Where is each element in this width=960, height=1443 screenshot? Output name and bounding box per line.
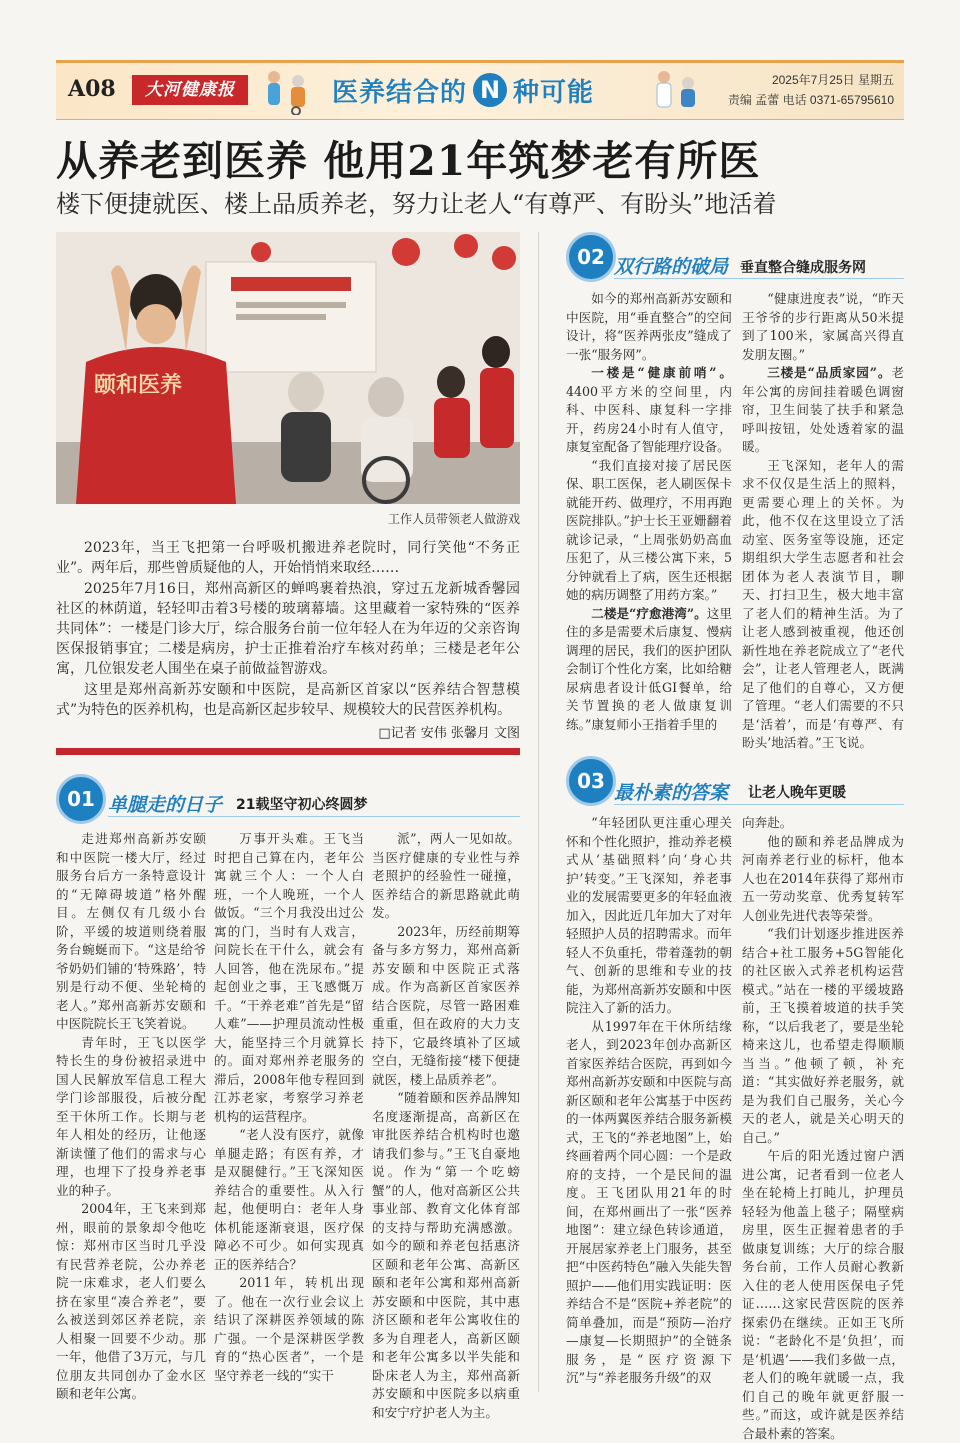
sec1-column-2 [214,830,364,1385]
paragraph: “随着颐和医养品牌知名度逐渐提高，高新区在审批医养结合机构时也邀请我们参与。”王飞自豪地说。作为“第一个吃螃蟹”的人，他对高新区公共事业部、教育文化体育部的支持与帮助充满感激。如今的颐和养老包括惠济区颐和老年公寓、高新区颐和老年公寓和郑州高新苏安颐和中医院，其中惠济区颐和老年公寓收住的多为自理老人，高新区颐和老年公寓多以半失能和卧床老人为主，郑州高新苏安颐和中医院多以病重和安宁疗护老人为主。 [372,1090,520,1420]
paragraph: 走进郑州高新苏安颐和中医院一楼大厅，经过服务台后方一条特意设计的“无障碍坡道”格外醒目。左侧仅有几级小台阶，平缓的坡道则绕着服务台蜿蜒而下。“这是给爷爷奶奶们铺的‘特殊路’，特别是行动不便、坐轮椅的老人。”郑州高新苏安颐和中医院院长王飞笑着说。 [56,831,206,1031]
editor-contact: 责编 孟蕾 电话 0371-65795610 [727,93,894,107]
paragraph: 2004年，王飞来到郑州，眼前的景象却令他吃惊：郑州市区当时几乎没有民营养老院，公办养老院一床难求，老人们要么挤在家里“凑合养老”，要么被送到郊区养老院，亲人相聚一回要不少动。那一年，他借了3万元，与几位朋友共同创办了金水区颐和老年公寓。 [56,1201,206,1401]
sec2-column-2 [742,290,904,753]
body-text: “健康进度表”说，“昨天王爷爷的步行距离从50米提到了100米，家属高兴得直发朋友圈。” [742,291,904,362]
paragraph: “我们计划逐步推进医养结合+社工服务+5G智能化的社区嵌入式养老机构运营模式。”站在一楼的平缓坡路前，王飞摸着坡道的扶手笑称，“以后我老了，要是坐轮椅来这儿，也希望走得顺顺当当。”他顿了顿，补充道：“其实做好养老服务，就是为我们自己服务，关心今天的老人，就是关心明天的自己。” [742,926,904,1145]
photo-caption: 工作人员带领老人做游戏 [387,512,520,526]
section-number-03: 03 [566,756,616,806]
paragraph: 向奔赴。 [742,815,793,830]
section-subtitle-02: 垂直整合缝成服务网 [740,260,866,276]
paragraph: 从1997年在干休所结缘老人，到2023年创办高新区首家医养结合医院，再到如今郑州高新苏安颐和中医院与高新区颐和老年公寓基于中医药的一体两翼医养结合服务新模式，王飞的“养老地图”上，始终画着两个同心圆：一个是政府的支持，一个是民间的温度。王飞团队用21年的时间，在郑州画出了一张“医养地图”：建立绿色转诊通道，开展居家养老上门服务，甚至把“中医药特色”融入失能失智照护——他们用实践证明：医养结合不是“医院+养老院”的简单叠加，而是“预防—治疗—康复—长期照护”的全链条服务，是“医疗资源下沉”与“养老服务升级”的双 [566,1018,732,1385]
column-title-b: 种可能 [513,77,595,108]
column-divider [538,232,539,1392]
caregiver-illustration [256,67,318,115]
body-text: “我们直接对接了居民医保、职工医保，老人刷医保卡就能开药、做理疗，不用再跑医院排队。”护士长王亚姗翻着就诊记录，“上周张奶奶高血压犯了，从三楼公寓下来，5分钟就看上了病，医生还根据她的病历调整了用药方案。” [566,457,732,602]
paragraph [566,364,732,457]
section-underline [614,804,904,805]
paragraph: 派”，两人一见如故。当医疗健康的专业性与养老照护的经验性一碰撞，医养结合的新思路就此萌发。 [372,831,520,920]
paragraph: 青年时，王飞以医学特长生的身份被招录进中国人民解放军信息工程大学门诊部服役，后被分配至干休所工作。长期与老年人相处的经历，让他逐渐读懂了他们的需求与心理，也埋下了投身养老事业的种子。 [56,1034,206,1198]
subheadline: 楼下便捷就医、楼上品质养老，努力让老人“有尊严、有盼头”地活着 [56,190,777,218]
page-banner [56,60,904,120]
section-number-01: 01 [56,774,106,824]
page-number: A08 [68,76,116,102]
intro-paragraph: 2023年，当王飞把第一台呼吸机搬进养老院时，同行笑他“不务正业”。两年后，那些曾质疑他的人，开始悄悄来取经…… [56,540,520,576]
section-title-02: 双行路的破局 [614,256,729,278]
paragraph [742,364,904,457]
paragraph: 午后的阳光透过窗户洒进公寓，记者看到一位老人坐在轮椅上打盹儿，护理员轻轻为他盖上毯子；隔壁病房里，医生正握着患者的手做康复训练；大厅的综合服务台前，工作人员耐心教新入住的老人使用医保电子凭证……这家民营医院的医养探索仍在继续。正如王飞所说：“老龄化不是‘负担’，而是‘机遇’——我们多做一点，老人们的晚年就暖一点，我们自己的晚年就更舒服一些。”而这，或许就是医养结合最朴素的答案。 [742,1148,904,1441]
body-text: 这里住的多是需要术后康复、慢病调理的居民，我们的医护团队会制订个性化方案，比如给糖尿病患者设计低GI餐单，给关节置换的老人做康复训练。”康复师小王指着手里的 [566,605,733,732]
lead-text: 三楼是“品质家园”。 [767,365,892,380]
sec3-column-1 [566,814,732,1388]
section-subtitle-01: 21载坚守初心终圆梦 [236,797,368,813]
article-photo [56,232,520,504]
body-text: 4400平方米的空间里，内科、中医科、康复科一字排开，药房24小时有人值守，康复室配备了智能理疗设备。 [566,383,732,454]
paragraph: 2023年，历经前期筹备与多方努力，郑州高新苏安颐和中医院正式落成。作为高新区首家医养结合医院，尽管一路困难重重，但在政府的大力支持下，它最终填补了区域空白，无缝衔接“楼下便捷就医，楼上品质养老”。 [372,923,520,1087]
lead-text: 一楼是“健康前哨”。 [591,365,732,380]
section-number-02: 02 [566,232,616,282]
intro-paragraph: 这里是郑州高新苏安颐和中医院，是高新区首家以“医养结合智慧模式”为特色的医养机构，也是高新区起步较早、规模较大的民营医养机构。 [56,682,520,718]
section-title-03: 最朴素的答案 [614,782,729,804]
section-divider-bar [56,748,520,755]
doctor-illustration [644,67,706,115]
lead-text: 二楼是“疗愈港湾”。 [591,605,707,621]
column-title [332,71,594,109]
issue-date: 2025年7月25日 星期五 [771,73,894,87]
headline: 从养老到医养 他用21年筑梦老有所医 [56,137,761,185]
section-underline [108,816,520,817]
section-subtitle-03: 让老人晚年更暖 [748,785,846,801]
n-badge: N [473,73,507,107]
paper-logo: 大河健康报 [132,75,248,105]
intro-text [56,538,520,721]
sec2-column-1 [566,290,732,734]
paragraph [742,457,904,753]
paragraph [566,457,732,605]
paragraph: 他的颐和养老品牌成为河南养老行业的标杆，他本人也在2014年获得了郑州市五一劳动奖章、优秀复转军人创业先进代表等荣誉。 [742,833,904,923]
body-text: 老年公寓的房间挂着暖色调窗帘，卫生间装了扶手和紧急呼叫按钮，处处透着家的温暖。 [742,365,904,454]
section-title-01: 单腿走的日子 [108,794,223,816]
paragraph: 万事开头难。王飞当时把自己算在内，老年公寓就三个人：一个人白班，一个人晚班，一个人做饭。“三个月我没出过公寓的门，当时有人戏言，问院长在干什么，就会有人回答，他在洗尿布。”提起创业之事，王飞感慨万千。“干养老难”首先是“留人难”——护理员流动性极大，能坚持三个月就算长的。面对郑州养老服务的滞后，2008年他专程回到江苏老家，考察学习养老机构的运营程序。 [214,831,364,1124]
byline: □记者 安伟 张馨月 文图 [378,726,520,741]
paragraph: “老人没有医疗，就像单腿走路；有医有养，才是双腿健行。”王飞深知医养结合的重要性。从入行起，他便明白：老年人身体机能逐渐衰退，医疗保障必不可少。如何实现真正的医养结合？ [214,1127,364,1272]
intro-paragraph: 2025年7月16日，郑州高新区的蝉鸣裹着热浪，穿过五龙新城香馨园社区的林荫道，轻轻叩击着3号楼的玻璃幕墙。这里藏着一家特殊的“医养共同体”：一楼是门诊大厅，综合服务台前一位年轻人在为年迈的父亲咨询医保报销事宜；二楼是病房，护士正推着治疗车核对药单；三楼是老年公寓，几位银发老人围坐在桌子前做益智游戏。 [56,581,520,677]
column-title-a: 医养结合的 [332,77,468,108]
paragraph [742,290,904,364]
section-underline [614,278,904,279]
body-text: 王飞深知，老年人的需求不仅仅是生活上的照料，更需要心理上的关怀。为此，他不仅在这里设立了活动室、医务室等设施，还定期组织大学生志愿者和社会团体为老人表演节目，聊天、打扫卫生，极大地丰富了老人们的精神生活。为了让老人感到被重视，他还创新性地在养老院成立了“老代会”，让老人管理老人，既满足了他们的自尊心，又方便了管理。“老人们需要的不只是‘活着’，而是‘有尊严、有盼头’地活着。”王飞说。 [742,457,904,750]
paragraph: “年轻团队更注重心理关怀和个性化照护，推动养老模式从‘基础照料’向‘身心共护’转变。”王飞深知，养老事业的发展需要更多的年轻血液加入，因此近几年加大了对年轻照护人员的招聘需求。而年轻人不负重托，带着蓬勃的朝气、创新的思维和专业的技能，为郑州高新苏安颐和中医院注入了新的活力。 [566,815,732,1015]
paragraph [566,605,732,735]
paragraph: 2011年，转机出现了。他在一次行业会议上结识了深耕医养领域的陈广强。一个是深耕医学教育的“热心医者”，一个是坚守养老一线的“实干 [214,1275,364,1383]
vest-text: 颐和医养 [94,372,183,398]
sec1-column-1 [56,830,206,1404]
sec3-column-2 [742,814,904,1443]
paragraph [566,290,732,364]
body-text: 如今的郑州高新苏安颐和中医院，用“垂直整合”的空间设计，将“医养两张皮”缝成了一张“服务网”。 [566,291,732,362]
sec1-column-3 [372,830,520,1422]
photo-scene [56,232,520,504]
